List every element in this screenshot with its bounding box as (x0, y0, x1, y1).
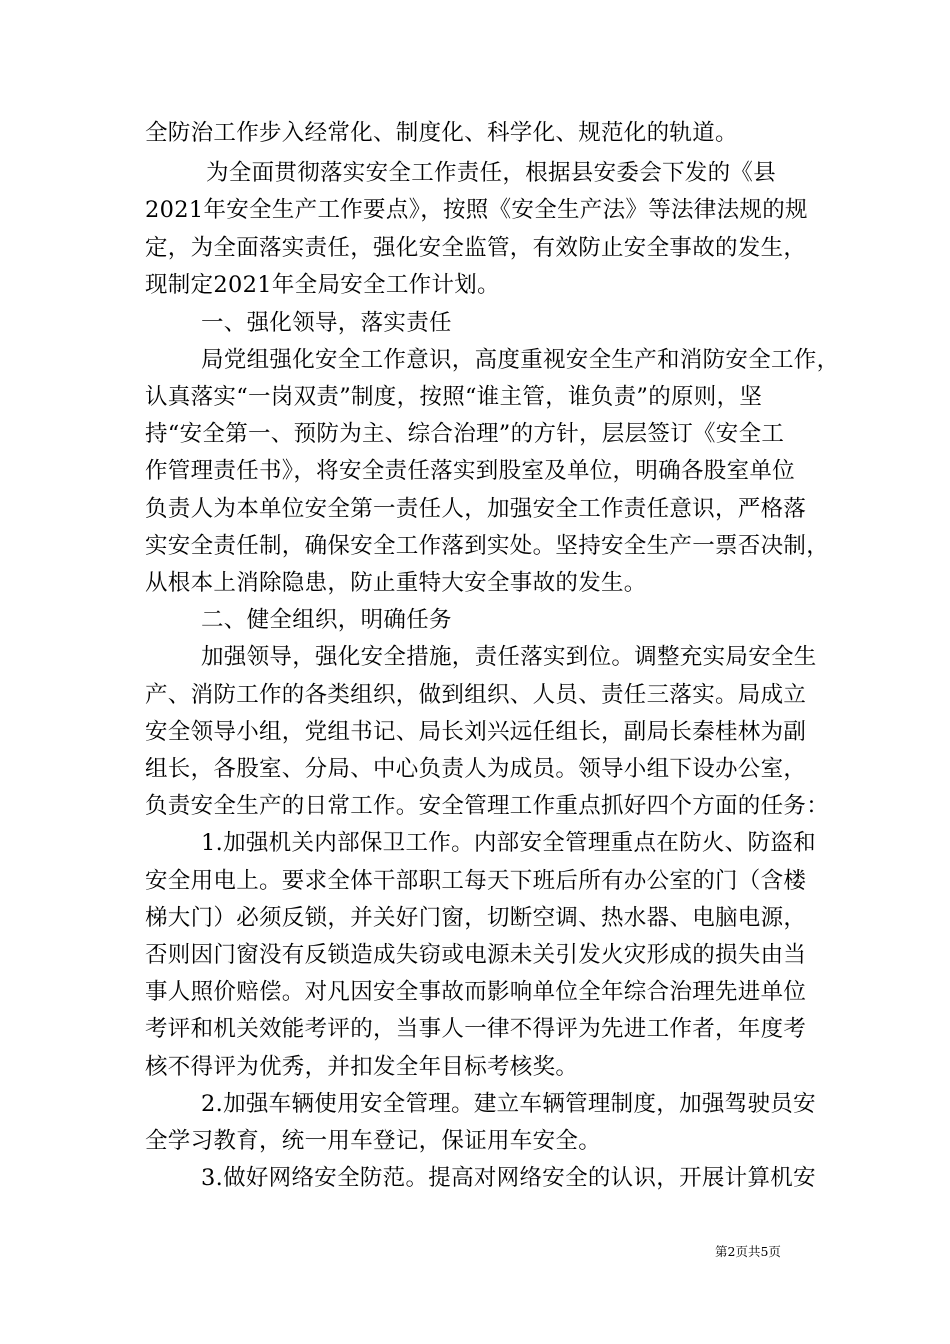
text-line: 3.做好网络安全防范。提高对网络安全的认识，开展计算机安 (201, 1165, 816, 1191)
text-line: 组长，各股室、分局、中心负责人为成员。领导小组下设办公室， (145, 756, 807, 782)
text-line: 1.加强机关内部保卫工作。内部安全管理重点在防火、防盗和 (201, 830, 816, 856)
text-line: 核不得评为优秀，并扣发全年目标考核奖。 (145, 1054, 579, 1080)
text-line: 2021年安全生产工作要点》，按照《安全生产法》等法律法规的规 (145, 197, 808, 223)
section-heading: 二、健全组织，明确任务 (201, 607, 452, 633)
text-line: 持“安全第一、预防为主、综合治理”的方针，层层签订《安全工 (145, 421, 785, 447)
text-line: 从根本上消除隐患，防止重特大安全事故的发生。 (145, 570, 647, 596)
text-line: 事人照价赔偿。对凡因安全事故而影响单位全年综合治理先进单位 (145, 979, 807, 1005)
text-line: 局党组强化安全工作意识，高度重视安全生产和消防安全工作， (201, 347, 840, 373)
text-line: 梯大门）必须反锁，并关好门窗，切断空调、热水器、电脑电源， (145, 905, 807, 931)
section-heading: 一、强化领导，落实责任 (201, 310, 452, 336)
text-line: 负责人为本单位安全第一责任人，加强安全工作责任意识，严格落 (145, 496, 807, 522)
text-line: 安全用电上。要求全体干部职工每天下班后所有办公室的门（含楼 (145, 868, 807, 894)
text-line: 为全面贯彻落实安全工作责任，根据县安委会下发的《县 (206, 160, 777, 186)
text-line: 全学习教育，统一用车登记，保证用车安全。 (145, 1128, 602, 1154)
text-line: 否则因门窗没有反锁造成失窃或电源未关引发火灾形成的损失由当 (145, 942, 807, 968)
text-line: 认真落实“一岗双责”制度，按照“谁主管，谁负责”的原则，坚 (145, 384, 763, 410)
text-line: 考评和机关效能考评的，当事人一律不得评为先进工作者，年度考 (145, 1016, 807, 1042)
text-line: 现制定2021年全局安全工作计划。 (145, 272, 500, 298)
page-number: 第2页共5页 (715, 1244, 781, 1259)
text-line: 加强领导，强化安全措施，责任落实到位。调整充实局安全生 (201, 644, 817, 670)
text-line: 2.加强车辆使用安全管理。建立车辆管理制度，加强驾驶员安 (201, 1091, 816, 1117)
text-line: 实安全责任制，确保安全工作落到实处。坚持安全生产一票否决制， (145, 533, 830, 559)
text-line: 负责安全生产的日常工作。安全管理工作重点抓好四个方面的任务： (145, 793, 830, 819)
text-line: 全防治工作步入经常化、制度化、科学化、规范化的轨道。 (145, 120, 738, 146)
text-line: 安全领导小组，党组书记、局长刘兴远任组长，副局长秦桂林为副 (145, 719, 807, 745)
text-line: 定，为全面落实责任，强化安全监管，有效防止安全事故的发生， (145, 235, 807, 261)
text-line: 作管理责任书》，将安全责任落实到股室及单位，明确各股室单位 (145, 458, 795, 484)
text-line: 产、消防工作的各类组织，做到组织、人员、责任三落实。局成立 (145, 682, 807, 708)
